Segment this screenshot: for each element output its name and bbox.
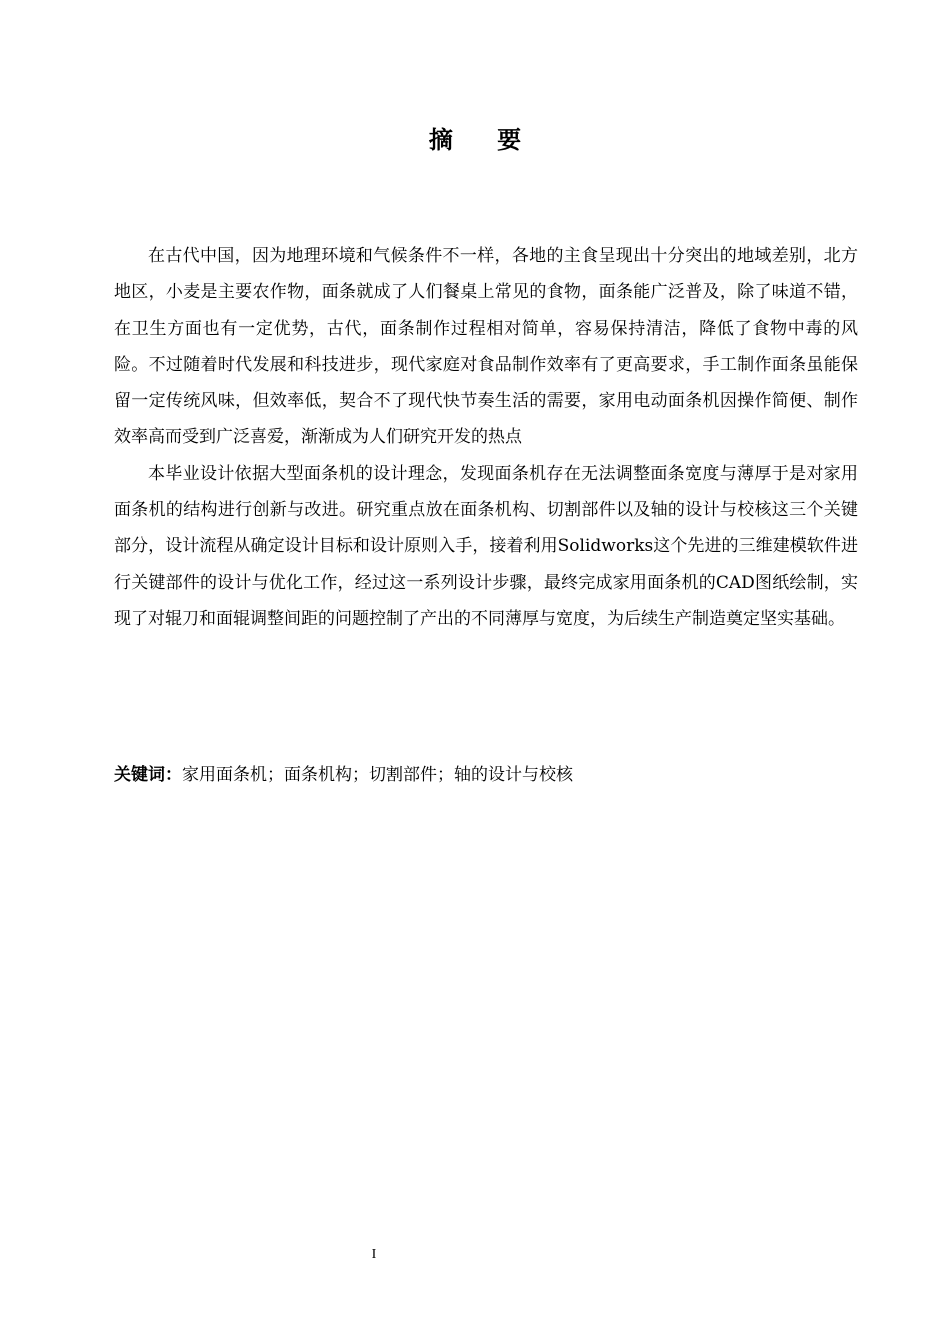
abstract-paragraph-2: 本毕业设计依据大型面条机的设计理念，发现面条机存在无法调整面条宽度与薄厚于是对家用面条机的结构进行创新与改进。研究重点放在面条机构、切割部件以及轴的设计与校核这三个关键部分，设计流程从确定设计目标和设计原则入手，接着利用Solidworks这个先进的三维建模软件进行关键部件的设计与优化工作，经过这一系列设计步骤，最终完成家用面条机的CAD图纸绘制，实现了对辊刀和面辊调整间距的问题控制了产出的不同薄厚与宽度，为后续生产制造奠定坚实基础。: [114, 463, 858, 629]
keywords-label: 关键词：: [114, 765, 182, 785]
page-number: I: [371, 1247, 377, 1262]
page-title: 摘 要: [428, 126, 540, 154]
abstract-paragraph-1: 在古代中国，因为地理环境和气候条件不一样，各地的主食呈现出十分突出的地域差别，北方地区，小麦是主要农作物，面条就成了人们餐桌上常见的食物，面条能广泛普及，除了味道不错，在卫生方面也有一定优势，古代，面条制作过程相对简单，容易保持清洁，降低了食物中毒的风险。不过随着时代发展和科技进步，现代家庭对食品制作效率有了更高要求，手工制作面条虽能保留一定传统风味，但效率低，契合不了现代快节奏生活的需要，家用电动面条机因操作简便、制作效率高而受到广泛喜爱，渐渐成为人们研究开发的热点: [114, 246, 858, 448]
keywords-text: 家用面条机；面条机构；切割部件；轴的设计与校核: [182, 765, 573, 785]
abstract-body: [114, 238, 858, 637]
keywords-line: [114, 757, 858, 793]
